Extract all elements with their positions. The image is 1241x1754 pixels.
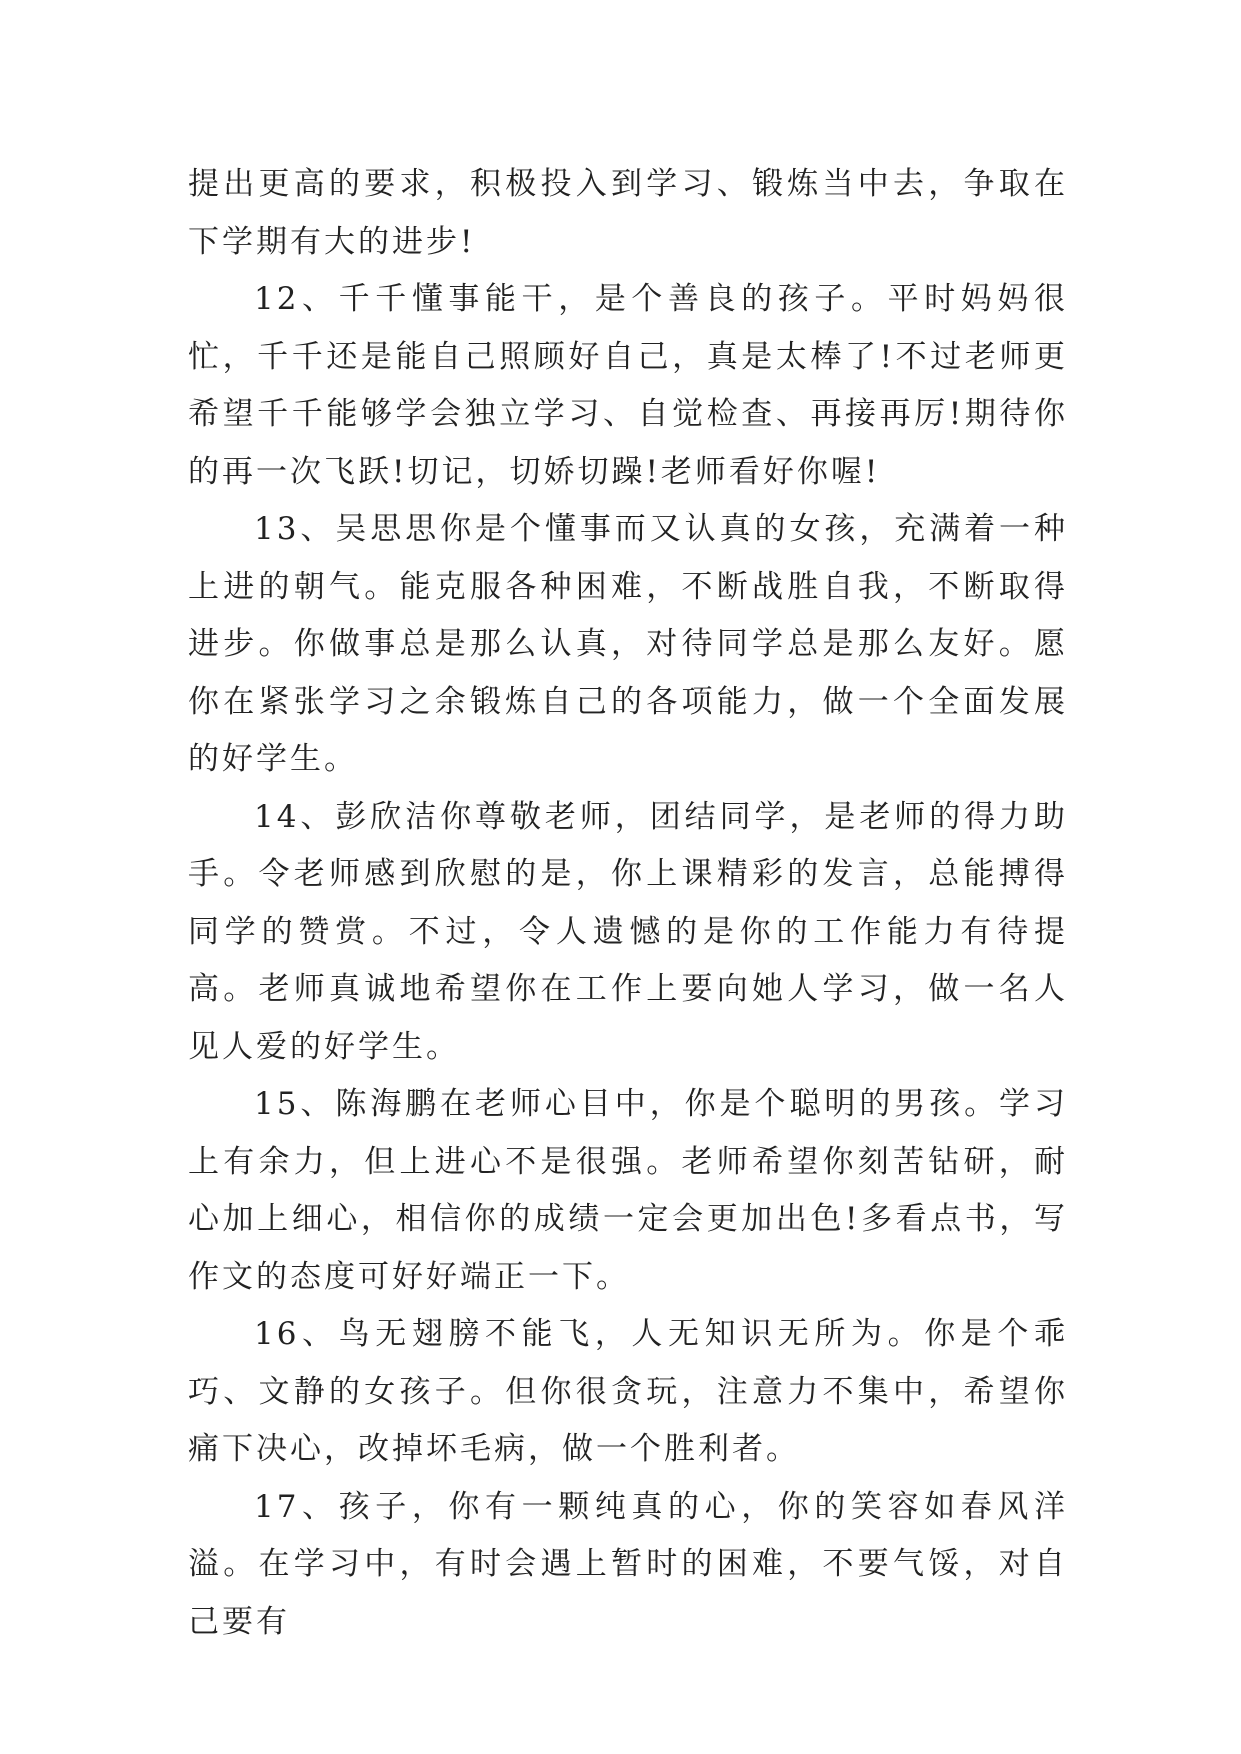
document-body [188,156,1068,1651]
paragraph-comment-16: 16、鸟无翅膀不能飞，人无知识无所为。你是个乖巧、文静的女孩子。但你很贪玩，注意力不集中，希望你痛下决心，改掉坏毛病，做一个胜利者。 [188,1316,1068,1467]
paragraph-comment-17: 17、孩子，你有一颗纯真的心，你的笑容如春风洋溢。在学习中，有时会遇上暂时的困难，不要气馁，对自己要有 [188,1488,1068,1640]
paragraph-comment-14: 14、彭欣洁你尊敬老师，团结同学，是老师的得力助手。令老师感到欣慰的是，你上课精彩的发言，总能搏得同学的赞赏。不过，令人遗憾的是你的工作能力有待提高。老师真诚地希望你在工作上要向她人学习，做一名人见人爱的好学生。 [188,798,1068,1065]
paragraph-comment-13: 13、吴思思你是个懂事而又认真的女孩，充满着一种上进的朝气。能克服各种困难，不断战胜自我，不断取得进步。你做事总是那么认真，对待同学总是那么友好。愿你在紧张学习之余锻炼自己的各项能力，做一个全面发展的好学生。 [188,511,1068,777]
paragraph-comment-15: 15、陈海鹏在老师心目中，你是个聪明的男孩。学习上有余力，但上进心不是很强。老师希望你刻苦钻研，耐心加上细心，相信你的成绩一定会更加出色!多看点书，写作文的态度可好好端正一下。 [188,1086,1068,1295]
paragraph-continuation: 提出更高的要求，积极投入到学习、锻炼当中去，争取在下学期有大的进步! [188,166,1068,260]
paragraph-comment-12: 12、千千懂事能干，是个善良的孩子。平时妈妈很忙，千千还是能自己照顾好自己，真是太棒了!不过老师更希望千千能够学会独立学习、自觉检查、再接再厉!期待你的再一次飞跃!切记，切娇切躁!老师看好你喔! [188,281,1068,490]
